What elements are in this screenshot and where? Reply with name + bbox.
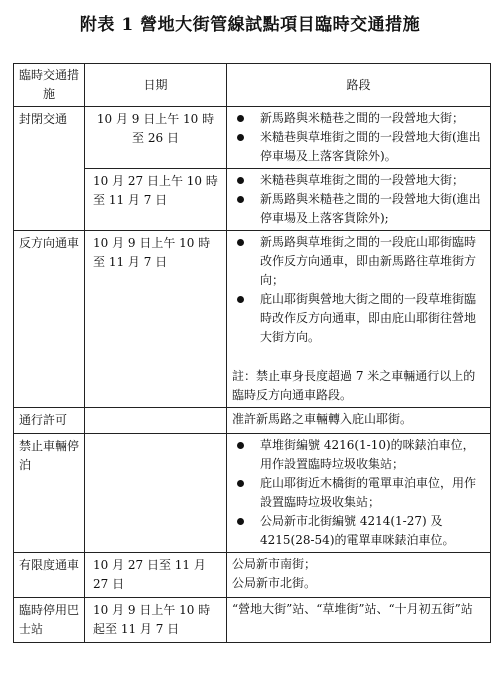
date-cell: 10 月 9 日上午 10 時至 11 月 7 日 bbox=[85, 231, 227, 408]
measure-cell: 臨時停用巴士站 bbox=[14, 598, 85, 643]
list-item: 公局新市北街編號 4214(1-27) 及 4215(28-54)的電單車咪錶泊車位。 bbox=[232, 512, 485, 550]
table-header-row bbox=[14, 64, 491, 107]
table-row bbox=[14, 434, 491, 553]
list-item: 新馬路與草堆街之間的一段庇山耶街臨時改作反方向通車，即由新馬路往草堆街方向； bbox=[232, 233, 485, 290]
bullet-icon bbox=[237, 296, 244, 303]
date-cell: 10 月 27 日上午 10 時至 11 月 7 日 bbox=[85, 169, 227, 231]
measure-cell: 反方向通車 bbox=[14, 231, 85, 408]
date-cell: 10 月 9 日上午 10 時起至 11 月 7 日 bbox=[85, 598, 227, 643]
road-cell bbox=[227, 553, 491, 598]
bullet-icon bbox=[237, 239, 244, 246]
bullet-icon bbox=[237, 134, 244, 141]
list-item: 米糙巷與草堆街之間的一段營地大街； bbox=[232, 171, 485, 190]
date-cell bbox=[85, 434, 227, 553]
list-item: 草堆街編號 4216(1-10)的咪錶泊車位，用作設置臨時垃圾收集站； bbox=[232, 436, 485, 474]
table-row bbox=[14, 107, 491, 169]
list-item: 米糙巷與草堆街之間的一段營地大街(進出停車場及上落客貨除外)。 bbox=[232, 128, 485, 166]
list-item: 新馬路與米糙巷之間的一段營地大街； bbox=[232, 109, 485, 128]
list-item: 庇山耶街與營地大街之間的一段草堆街臨時改作反方向通車，即由庇山耶街往營地大街方向。 bbox=[232, 290, 485, 347]
road-cell bbox=[227, 169, 491, 231]
measure-cell: 禁止車輛停泊 bbox=[14, 434, 85, 553]
road-line: 公局新市南街； bbox=[232, 557, 317, 571]
date-cell: 10 月 9 日上午 10 時至 26 日 bbox=[85, 107, 227, 169]
traffic-measures-table bbox=[13, 63, 491, 643]
table-row bbox=[14, 169, 491, 231]
bullet-icon bbox=[237, 177, 244, 184]
road-cell bbox=[227, 434, 491, 553]
road-cell bbox=[227, 231, 491, 408]
header-measure: 臨時交通措施 bbox=[14, 64, 85, 107]
bullet-icon bbox=[237, 480, 244, 487]
header-road: 路段 bbox=[227, 64, 491, 107]
road-line: 公局新市北街。 bbox=[232, 576, 317, 590]
list-item: 庇山耶街近木橋街的電單車泊車位，用作設置臨時垃圾收集站； bbox=[232, 474, 485, 512]
document-title: 附表 1 營地大街管線試點項目臨時交通措施 bbox=[79, 15, 421, 35]
bullet-icon bbox=[237, 442, 244, 449]
table-row bbox=[14, 553, 491, 598]
road-cell bbox=[227, 107, 491, 169]
header-date: 日期 bbox=[85, 64, 227, 107]
table-row bbox=[14, 231, 491, 408]
table-row bbox=[14, 408, 491, 434]
date-cell: 10 月 27 日至 11 月 27 日 bbox=[85, 553, 227, 598]
date-cell bbox=[85, 408, 227, 434]
bullet-icon bbox=[237, 518, 244, 525]
measure-cell: 通行許可 bbox=[14, 408, 85, 434]
road-cell: “營地大街”站、“草堆街”站、“十月初五街”站 bbox=[227, 598, 491, 643]
bullet-icon bbox=[237, 115, 244, 122]
note-text: 註：禁止車身長度超過 7 米之車輛通行以上的臨時反方向通車路段。 bbox=[232, 369, 476, 402]
measure-cell: 封閉交通 bbox=[14, 107, 85, 231]
list-item: 新馬路與米糙巷之間的一段營地大街(進出停車場及上落客貨除外); bbox=[232, 190, 485, 228]
bullet-icon bbox=[237, 196, 244, 203]
measure-cell: 有限度通車 bbox=[14, 553, 85, 598]
road-cell: 准許新馬路之車輛轉入庇山耶街。 bbox=[227, 408, 491, 434]
table-row bbox=[14, 598, 491, 643]
